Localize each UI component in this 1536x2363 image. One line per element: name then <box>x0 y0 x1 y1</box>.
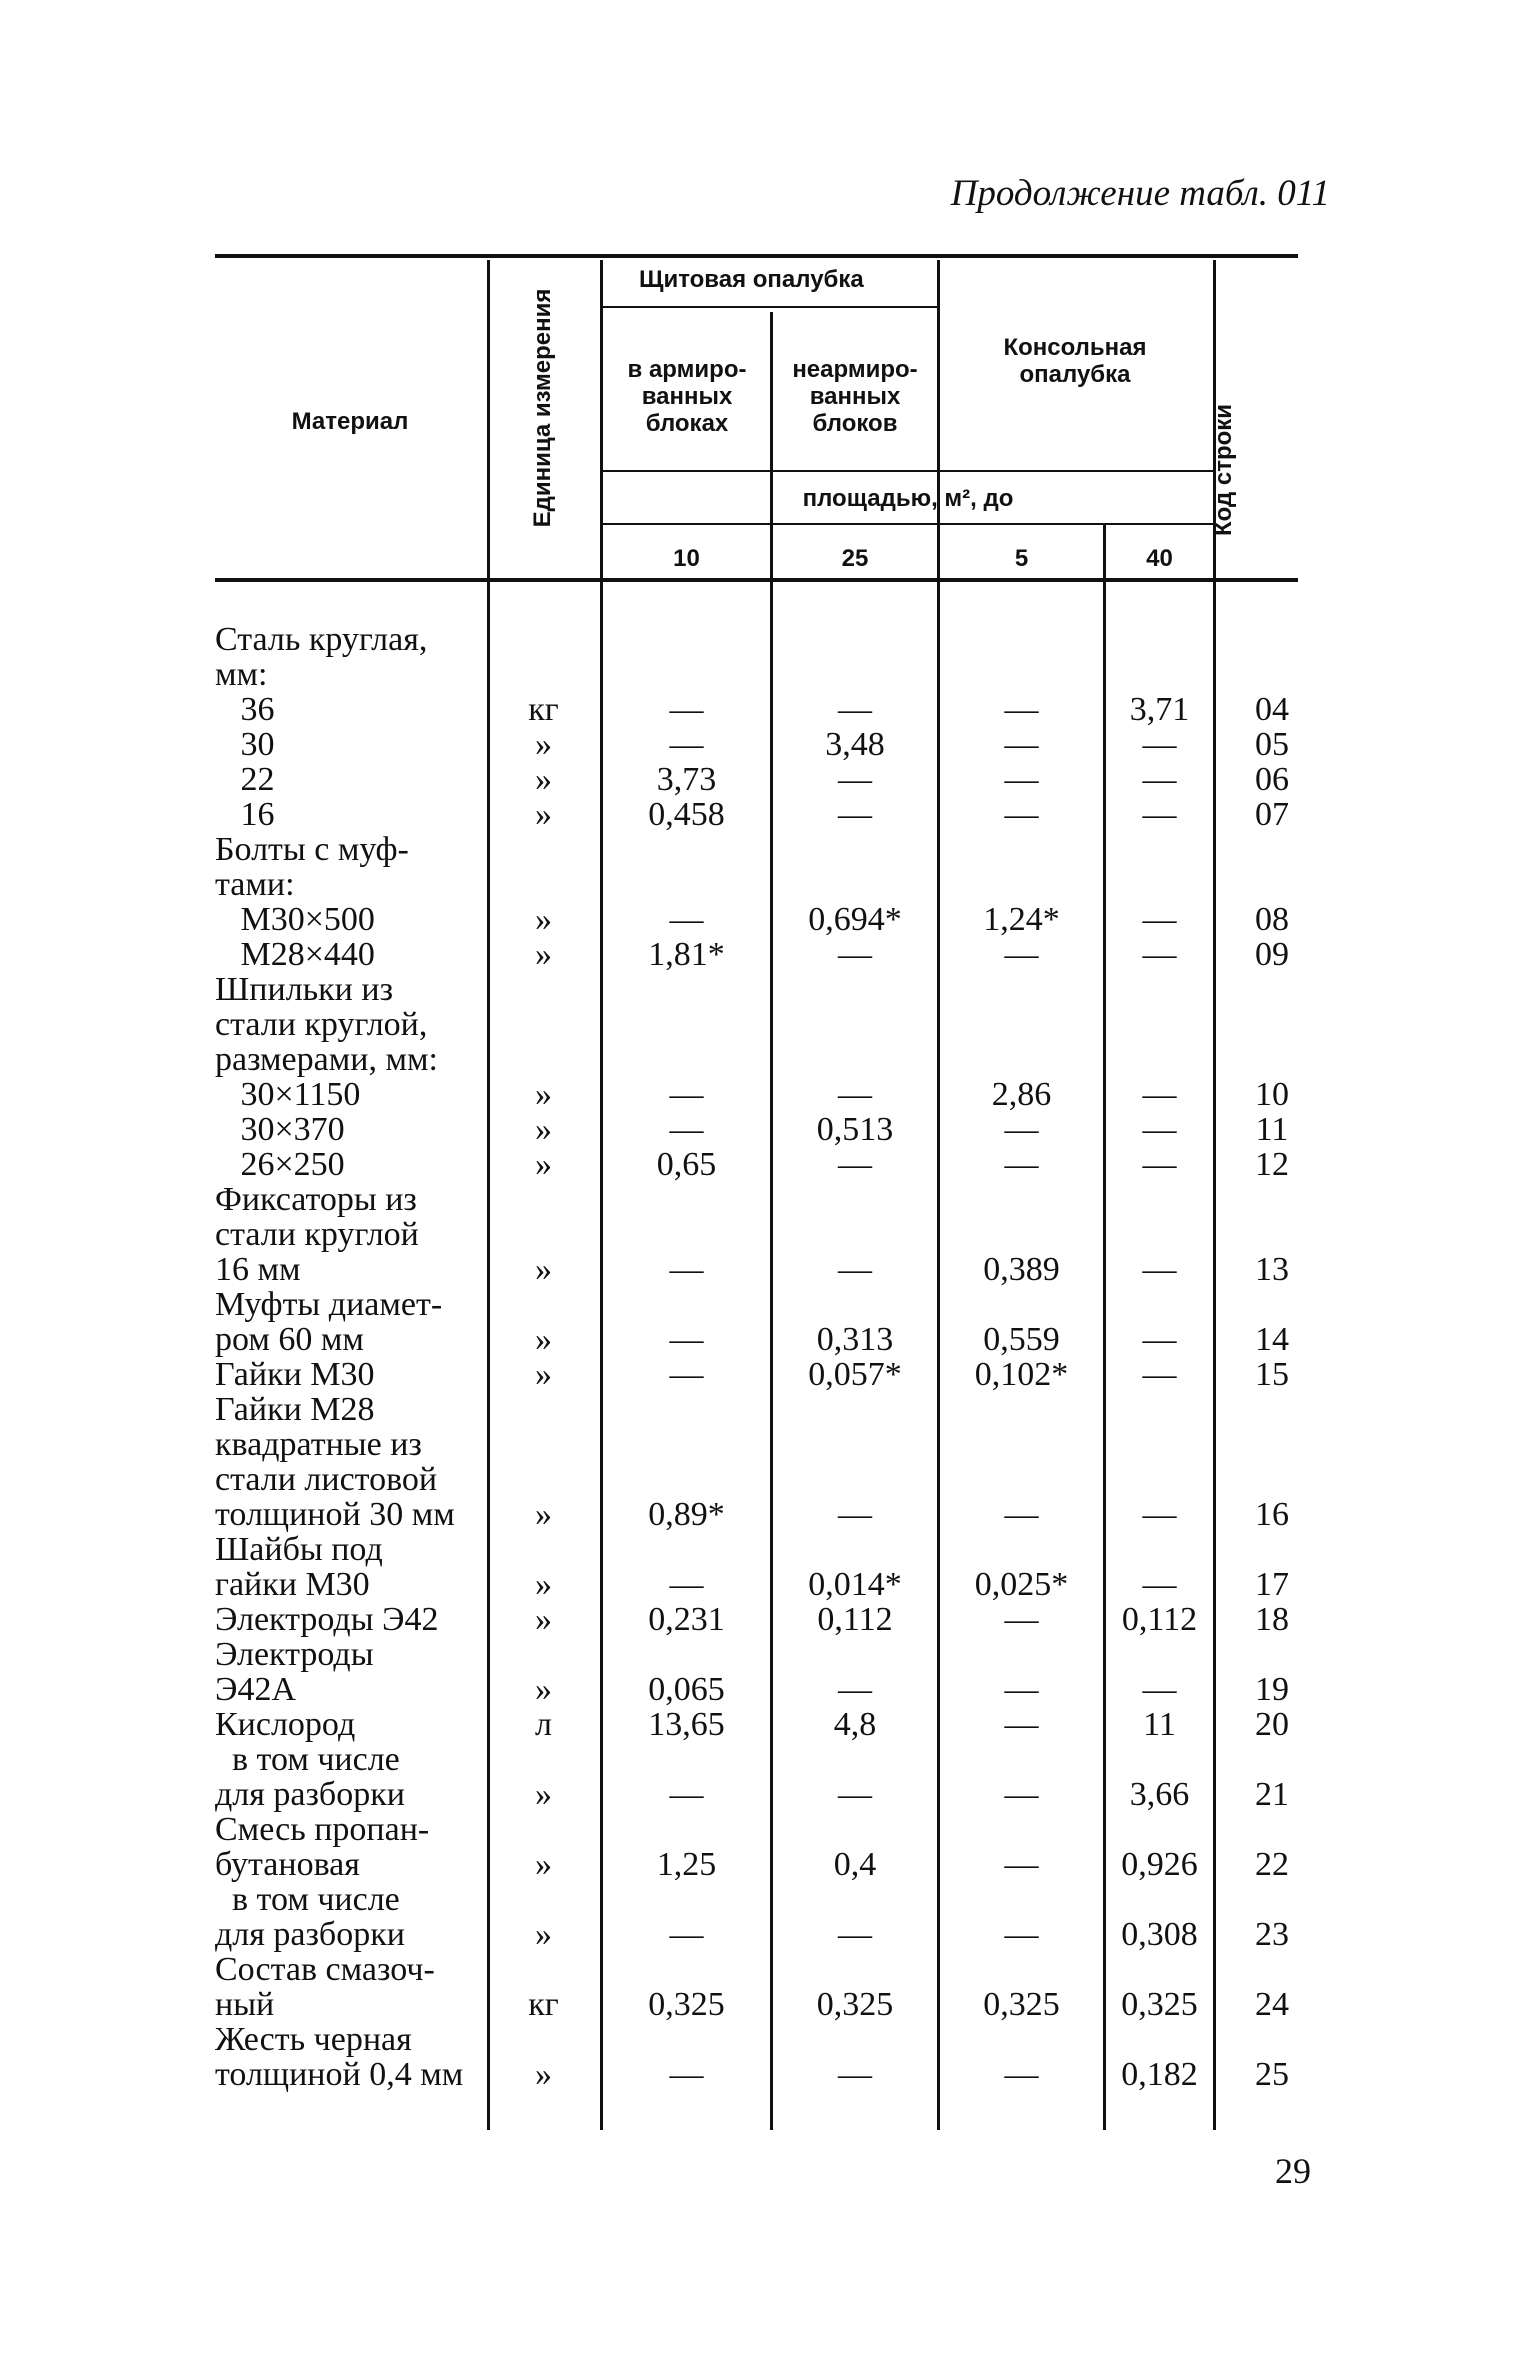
value-cell-col3: 0,389 <box>983 1251 1060 1288</box>
material-line: Болты с муф- <box>215 831 409 868</box>
material-line: 30 <box>215 726 275 763</box>
material-line: Гайки М28 <box>215 1391 375 1428</box>
value-cell-col1: 13,65 <box>648 1706 725 1743</box>
row-code-cell: 22 <box>1255 1846 1289 1883</box>
value-cell-col2: 0,513 <box>816 1111 894 1148</box>
row-code-cell: 07 <box>1255 796 1289 833</box>
value-cell-col2: — <box>838 1916 872 1953</box>
value-cell-col1: 1,25 <box>656 1846 717 1883</box>
value-cell-col3: — <box>1004 1601 1039 1638</box>
material-cell <box>215 1812 485 1882</box>
value-cell-col1: — <box>669 2056 704 2093</box>
value-cell-col4: 0,926 <box>1121 1846 1198 1883</box>
material-line: стали круглой <box>215 1216 419 1253</box>
value-cell-col4: — <box>1142 796 1177 833</box>
row-code-cell: 24 <box>1255 1986 1289 2023</box>
unit-cell: » <box>535 2056 552 2093</box>
header-area: площадью, м², до <box>802 485 1014 512</box>
unit-cell: л <box>535 1706 552 1743</box>
material-line: бутановая <box>215 1846 360 1883</box>
unit-cell: » <box>535 1846 552 1883</box>
value-cell-col3: — <box>1004 726 1039 763</box>
material-line: Состав смазоч- <box>215 1951 435 1988</box>
row-code-cell: 20 <box>1255 1706 1289 1743</box>
value-cell-col2: — <box>838 796 872 833</box>
value-cell-col3: — <box>1004 1671 1039 1708</box>
header-row-code: Код строки <box>1210 403 1237 537</box>
value-cell-col3: — <box>1004 761 1039 798</box>
value-cell-col4: — <box>1142 1076 1177 1113</box>
value-cell-col3: — <box>1004 1111 1039 1148</box>
value-cell-col2: — <box>838 1076 872 1113</box>
value-cell-col1: — <box>669 1111 704 1148</box>
value-cell-col3: — <box>1004 1846 1039 1883</box>
value-cell-col1: — <box>669 1251 704 1288</box>
area-top-rule <box>603 470 1213 472</box>
material-line: Шайбы под <box>215 1531 383 1568</box>
material-cell <box>215 1392 485 1532</box>
row-code-cell: 11 <box>1255 1111 1289 1148</box>
unit-cell: кг <box>528 691 559 728</box>
material-line: Электроды Э42 <box>215 1601 439 1638</box>
value-cell-col4: — <box>1142 1671 1177 1708</box>
value-cell-col4: — <box>1142 1146 1177 1183</box>
value-cell-col2: 0,014* <box>808 1566 902 1603</box>
unit-cell: » <box>535 1321 552 1358</box>
value-cell-col3: — <box>1004 691 1039 728</box>
value-cell-col4: 3,71 <box>1129 691 1190 728</box>
unit-cell: » <box>535 1916 552 1953</box>
value-cell-col1: 0,325 <box>648 1986 725 2023</box>
row-code-cell: 12 <box>1255 1146 1289 1183</box>
value-cell-col3: — <box>1004 1706 1039 1743</box>
value-cell-col1: 3,73 <box>656 761 717 798</box>
material-line: стали круглой, <box>215 1006 428 1043</box>
material-cell <box>215 762 485 797</box>
material-line: Электроды <box>215 1636 374 1673</box>
value-cell-col3: — <box>1004 2056 1039 2093</box>
value-cell-col1: — <box>669 1916 704 1953</box>
material-line: Жесть черная <box>215 2021 412 2058</box>
unit-cell: » <box>535 761 552 798</box>
material-cell <box>215 1357 485 1392</box>
header-reinforced-blocks: в армиро- ванных блоках <box>627 356 747 437</box>
row-code-cell: 04 <box>1255 691 1289 728</box>
value-cell-col4: 3,66 <box>1129 1776 1190 1813</box>
row-code-cell: 13 <box>1255 1251 1289 1288</box>
page-number: 29 <box>1275 2151 1311 2191</box>
value-cell-col3: — <box>1004 936 1039 973</box>
unit-cell: » <box>535 936 552 973</box>
header-col-10: 10 <box>673 545 700 572</box>
value-cell-col2: 0,694* <box>808 901 902 938</box>
material-cell <box>215 1882 485 1952</box>
value-cell-col1: 1,81* <box>648 936 725 973</box>
material-line: в том числе <box>215 1881 400 1918</box>
material-line: ный <box>215 1986 275 2023</box>
header-col-5: 5 <box>1014 545 1029 572</box>
material-cell <box>215 1952 485 2022</box>
header-console-formwork: Консольная опалубка <box>1003 334 1147 388</box>
row-code-cell: 19 <box>1255 1671 1289 1708</box>
area-bottom-rule <box>603 523 1213 525</box>
row-code-cell: 10 <box>1255 1076 1289 1113</box>
material-line: Шпильки из <box>215 971 394 1008</box>
material-line: для разборки <box>215 1916 405 1953</box>
material-line: Муфты диамет- <box>215 1286 443 1323</box>
row-code-cell: 09 <box>1255 936 1289 973</box>
row-code-cell: 15 <box>1255 1356 1289 1393</box>
material-line: 26×250 <box>215 1146 345 1183</box>
value-cell-col2: 0,112 <box>817 1601 893 1638</box>
material-line: мм: <box>215 656 268 693</box>
value-cell-col2: 0,4 <box>833 1846 877 1883</box>
value-cell-col2: 0,325 <box>816 1986 894 2023</box>
unit-cell: » <box>535 1601 552 1638</box>
material-line: тами: <box>215 866 295 903</box>
value-cell-col4: 11 <box>1143 1706 1176 1743</box>
row-code-cell: 21 <box>1255 1776 1289 1813</box>
value-cell-col1: — <box>669 1776 704 1813</box>
material-line: для разборки <box>215 1776 405 1813</box>
unit-cell: » <box>535 1671 552 1708</box>
unit-cell: » <box>535 1776 552 1813</box>
value-cell-col2: — <box>838 1776 872 1813</box>
row-code-cell: 16 <box>1255 1496 1289 1533</box>
value-cell-col2: — <box>838 1251 872 1288</box>
material-cell <box>215 1707 485 1742</box>
material-cell <box>215 727 485 762</box>
value-cell-col4: 0,182 <box>1121 2056 1198 2093</box>
material-line: 16 мм <box>215 1251 301 1288</box>
header-unreinforced-blocks: неармиро- ванных блоков <box>792 356 918 437</box>
unit-cell: » <box>535 1496 552 1533</box>
material-cell <box>215 1532 485 1602</box>
material-line: стали листовой <box>215 1461 438 1498</box>
row-code-cell: 08 <box>1255 901 1289 938</box>
value-cell-col3: 0,559 <box>983 1321 1060 1358</box>
material-cell <box>215 1112 485 1147</box>
value-cell-col1: 0,458 <box>648 796 725 833</box>
row-code-cell: 14 <box>1255 1321 1289 1358</box>
material-line: 16 <box>215 796 275 833</box>
material-line: 30×370 <box>215 1111 345 1148</box>
value-cell-col4: — <box>1142 936 1177 973</box>
material-cell <box>215 832 485 937</box>
shield-under-rule <box>603 306 937 308</box>
value-cell-col3: 1,24* <box>983 901 1060 938</box>
material-cell <box>215 937 485 972</box>
value-cell-col2: 0,313 <box>816 1321 894 1358</box>
value-cell-col3: — <box>1004 796 1039 833</box>
value-cell-col1: 0,065 <box>648 1671 725 1708</box>
unit-cell: » <box>535 796 552 833</box>
material-line: 30×1150 <box>215 1076 361 1113</box>
value-cell-col1: — <box>669 726 704 763</box>
unit-cell: » <box>535 1356 552 1393</box>
material-cell <box>215 1147 485 1182</box>
row-code-cell: 18 <box>1255 1601 1289 1638</box>
row-code-cell: 23 <box>1255 1916 1289 1953</box>
value-cell-col2: 4,8 <box>833 1706 877 1743</box>
unit-cell: » <box>535 726 552 763</box>
value-cell-col2: — <box>838 691 872 728</box>
value-cell-col2: — <box>838 1671 872 1708</box>
value-cell-col4: — <box>1142 1251 1177 1288</box>
unit-cell: » <box>535 901 552 938</box>
material-line: толщиной 30 мм <box>215 1496 455 1533</box>
value-cell-col1: — <box>669 1566 704 1603</box>
material-line: Гайки М30 <box>215 1356 375 1393</box>
header-shield-formwork: Щитовая опалубка <box>639 266 864 293</box>
value-cell-col2: — <box>838 1146 872 1183</box>
value-cell-col1: 0,231 <box>648 1601 725 1638</box>
material-line: толщиной 0,4 мм <box>215 2056 464 2093</box>
value-cell-col1: — <box>669 691 704 728</box>
material-line: 22 <box>215 761 275 798</box>
value-cell-col3: — <box>1004 1146 1039 1183</box>
value-cell-col4: — <box>1142 1566 1177 1603</box>
material-line: 36 <box>215 691 275 728</box>
value-cell-col2: — <box>838 936 872 973</box>
row-code-cell: 06 <box>1255 761 1289 798</box>
value-cell-col4: — <box>1142 1356 1177 1393</box>
value-cell-col2: 3,48 <box>825 726 885 763</box>
value-cell-col1: — <box>669 901 704 938</box>
value-cell-col3: — <box>1004 1776 1039 1813</box>
unit-cell: кг <box>528 1986 559 2023</box>
material-cell <box>215 1287 485 1357</box>
material-line: Фиксаторы из <box>215 1181 417 1218</box>
value-cell-col3: 0,025* <box>974 1566 1069 1603</box>
value-cell-col4: — <box>1142 726 1177 763</box>
header-unit: Единица измерения <box>529 288 556 528</box>
value-cell-col1: 0,89* <box>648 1496 725 1533</box>
value-cell-col4: 0,308 <box>1121 1916 1198 1953</box>
top-rule <box>215 254 1298 258</box>
value-cell-col3: 0,325 <box>983 1986 1060 2023</box>
material-line: М28×440 <box>215 936 375 973</box>
material-cell <box>215 622 485 727</box>
material-cell <box>215 1637 485 1707</box>
header-col-25: 25 <box>841 545 869 572</box>
value-cell-col4: — <box>1142 1496 1177 1533</box>
value-cell-col3: 2,86 <box>991 1076 1052 1113</box>
value-cell-col1: — <box>669 1321 704 1358</box>
material-cell <box>215 797 485 832</box>
material-cell <box>215 972 485 1112</box>
material-cell <box>215 1602 485 1637</box>
value-cell-col3: 0,102* <box>974 1356 1069 1393</box>
material-line: Смесь пропан- <box>215 1811 430 1848</box>
value-cell-col1: — <box>669 1356 704 1393</box>
unit-cell: » <box>535 1076 552 1113</box>
header-bottom-rule <box>215 578 1298 582</box>
material-line: квадратные из <box>215 1426 422 1463</box>
material-line: М30×500 <box>215 901 375 938</box>
unit-cell: » <box>535 1146 552 1183</box>
value-cell-col1: 0,65 <box>656 1146 717 1183</box>
value-cell-col2: — <box>838 761 872 798</box>
material-line: размерами, мм: <box>215 1041 438 1078</box>
value-cell-col4: 0,112 <box>1121 1601 1198 1638</box>
value-cell-col4: — <box>1142 1321 1177 1358</box>
material-cell <box>215 1182 485 1287</box>
value-cell-col4: — <box>1142 901 1177 938</box>
material-line: Э42А <box>215 1671 296 1708</box>
material-line: гайки М30 <box>215 1566 370 1603</box>
material-line: ром 60 мм <box>215 1321 364 1358</box>
value-cell-col2: — <box>838 2056 872 2093</box>
row-code-cell: 17 <box>1255 1566 1289 1603</box>
value-cell-col2: 0,057* <box>808 1356 902 1393</box>
header-material: Материал <box>291 408 409 435</box>
material-cell <box>215 1742 485 1812</box>
table-caption: Продолжение табл. 011 <box>950 173 1330 214</box>
value-cell-col4: — <box>1142 761 1177 798</box>
value-cell-col3: — <box>1004 1496 1039 1533</box>
row-code-cell: 05 <box>1255 726 1289 763</box>
row-code-cell: 25 <box>1255 2056 1289 2093</box>
unit-cell: » <box>535 1111 552 1148</box>
material-line: в том числе <box>215 1741 400 1778</box>
material-line: Сталь круглая, <box>215 621 428 658</box>
header-col-40: 40 <box>1146 545 1173 572</box>
value-cell-col1: — <box>669 1076 704 1113</box>
value-cell-col4: — <box>1142 1111 1177 1148</box>
material-cell <box>215 2022 485 2092</box>
value-cell-col3: — <box>1004 1916 1039 1953</box>
unit-cell: » <box>535 1566 552 1603</box>
value-cell-col2: — <box>838 1496 872 1533</box>
material-line: Кислород <box>215 1706 356 1743</box>
unit-cell: » <box>535 1251 552 1288</box>
value-cell-col4: 0,325 <box>1121 1986 1198 2023</box>
